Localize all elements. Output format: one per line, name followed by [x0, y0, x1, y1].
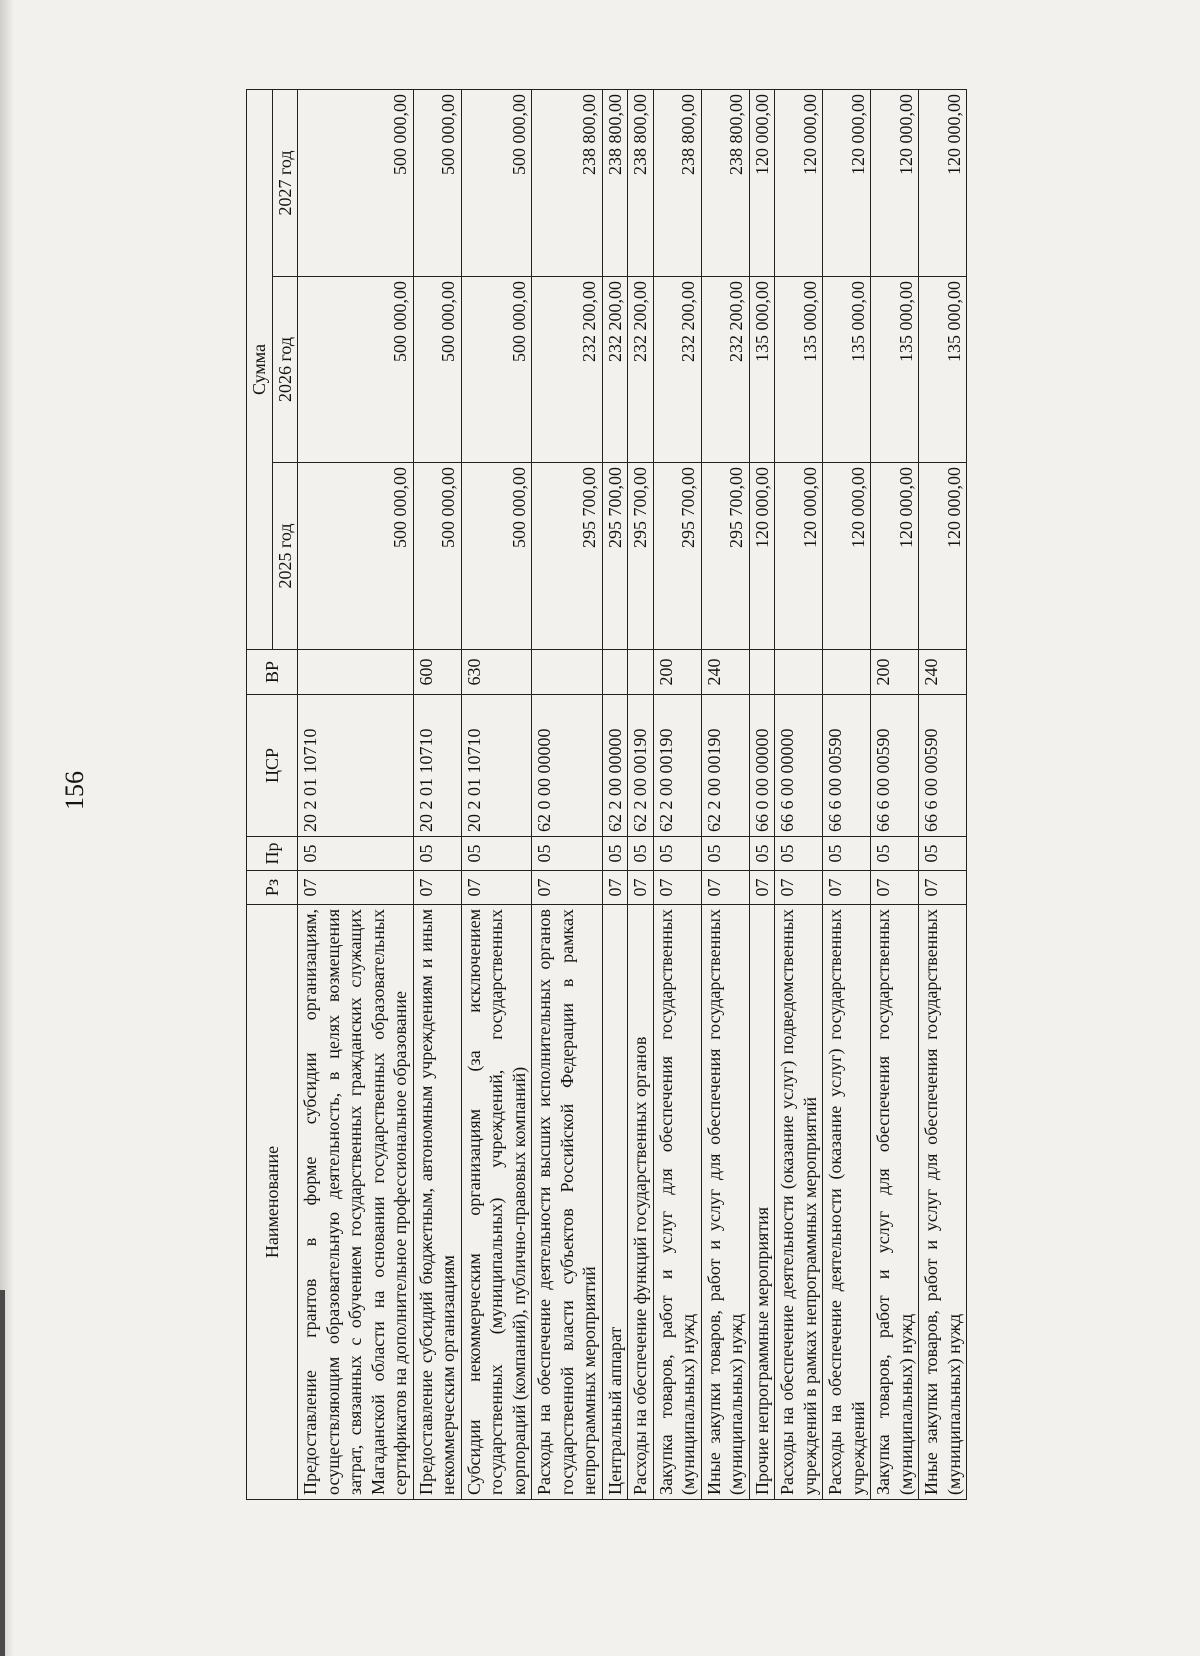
- row-amount-2025: 500 000,00: [461, 463, 532, 650]
- row-rz: 07: [871, 871, 919, 905]
- row-name: Расходы на обеспечение функций государственных органов: [628, 905, 654, 1500]
- row-rz: 07: [461, 871, 532, 905]
- row-pr: 05: [532, 837, 603, 871]
- row-amount-2027: 238 800,00: [701, 89, 749, 276]
- row-amount-2026: 500 000,00: [461, 277, 532, 463]
- header-2025: 2025 год: [272, 463, 298, 650]
- row-pr: 05: [701, 837, 749, 871]
- row-amount-2025: 120 000,00: [749, 463, 775, 650]
- row-rz: 07: [628, 871, 654, 905]
- row-amount-2026: 500 000,00: [413, 277, 461, 463]
- row-amount-2027: 120 000,00: [749, 89, 775, 276]
- row-amount-2025: 295 700,00: [602, 463, 628, 650]
- header-2026: 2026 год: [272, 277, 298, 463]
- row-amount-2026: 135 000,00: [871, 277, 919, 463]
- row-amount-2026: 232 200,00: [701, 277, 749, 463]
- row-csr: 66 6 00 00590: [919, 695, 967, 837]
- row-rz: 07: [919, 871, 967, 905]
- row-csr: 20 2 01 10710: [413, 695, 461, 837]
- table-row: [298, 89, 414, 1499]
- row-amount-2027: 120 000,00: [919, 89, 967, 276]
- header-row-1: [247, 89, 273, 1499]
- row-pr: 05: [871, 837, 919, 871]
- row-amount-2025: 120 000,00: [871, 463, 919, 650]
- row-vr: [749, 650, 775, 695]
- header-name: Наименование: [247, 905, 298, 1500]
- row-name: Предоставление субсидий бюджетным, автономным учреждениям и иным некоммерческим организациям: [413, 905, 461, 1500]
- table-row: [653, 89, 701, 1499]
- row-amount-2025: 500 000,00: [298, 463, 414, 650]
- row-name: Предоставление грантов в форме субсидии организациям, осуществляющим образовательную деятельность, в целях возмещения затрат, связанных с обучением государственных гражданских служащих Магаданской области на основании государственных образовательных сертификатов на дополнительное профессиональное образование: [298, 905, 414, 1500]
- row-csr: 66 6 00 00000: [775, 695, 823, 837]
- header-rz: Рз: [247, 871, 298, 905]
- row-amount-2027: 120 000,00: [823, 89, 871, 276]
- header-sum: Сумма: [247, 89, 273, 649]
- row-amount-2026: 232 200,00: [628, 277, 654, 463]
- row-rz: 07: [823, 871, 871, 905]
- row-amount-2027: 238 800,00: [602, 89, 628, 276]
- row-amount-2027: 500 000,00: [298, 89, 414, 276]
- row-amount-2026: 500 000,00: [298, 277, 414, 463]
- row-pr: 05: [919, 837, 967, 871]
- row-csr: 62 2 00 00000: [602, 695, 628, 837]
- row-vr: [775, 650, 823, 695]
- row-vr: 200: [653, 650, 701, 695]
- row-amount-2025: 120 000,00: [919, 463, 967, 650]
- row-vr: [532, 650, 603, 695]
- row-csr: 62 2 00 00190: [628, 695, 654, 837]
- row-pr: 05: [602, 837, 628, 871]
- row-name: Закупка товаров, работ и услуг для обеспечения государственных (муниципальных) нужд: [653, 905, 701, 1500]
- row-pr: 05: [628, 837, 654, 871]
- row-rz: 07: [653, 871, 701, 905]
- row-vr: 240: [701, 650, 749, 695]
- row-amount-2027: 238 800,00: [628, 89, 654, 276]
- row-pr: 05: [775, 837, 823, 871]
- table-row: [602, 89, 628, 1499]
- table-row: [823, 89, 871, 1499]
- row-amount-2026: 135 000,00: [749, 277, 775, 463]
- row-rz: 07: [775, 871, 823, 905]
- binding-edge: [0, 1290, 5, 1656]
- row-rz: 07: [749, 871, 775, 905]
- row-rz: 07: [298, 871, 414, 905]
- table-row: [461, 89, 532, 1499]
- row-pr: 05: [413, 837, 461, 871]
- row-name: Иные закупки товаров, работ и услуг для обеспечения государственных (муниципальных) нужд: [919, 905, 967, 1500]
- row-pr: 05: [749, 837, 775, 871]
- row-amount-2026: 135 000,00: [823, 277, 871, 463]
- row-pr: 05: [461, 837, 532, 871]
- row-amount-2026: 232 200,00: [602, 277, 628, 463]
- header-2027: 2027 год: [272, 89, 298, 276]
- row-amount-2027: 500 000,00: [461, 89, 532, 276]
- row-vr: 240: [919, 650, 967, 695]
- row-csr: 66 6 00 00590: [871, 695, 919, 837]
- budget-table-sheet: [246, 90, 1106, 1500]
- row-amount-2025: 120 000,00: [823, 463, 871, 650]
- row-pr: 05: [823, 837, 871, 871]
- row-csr: 20 2 01 10710: [461, 695, 532, 837]
- row-amount-2026: 135 000,00: [775, 277, 823, 463]
- row-amount-2025: 295 700,00: [653, 463, 701, 650]
- table-row: [532, 89, 603, 1499]
- row-csr: 62 2 00 00190: [701, 695, 749, 837]
- row-amount-2027: 238 800,00: [532, 89, 603, 276]
- row-rz: 07: [413, 871, 461, 905]
- table-row: [749, 89, 775, 1499]
- row-amount-2026: 135 000,00: [919, 277, 967, 463]
- row-pr: 05: [653, 837, 701, 871]
- page-number: 156: [60, 771, 89, 810]
- row-vr: [298, 650, 414, 695]
- row-amount-2025: 120 000,00: [775, 463, 823, 650]
- row-csr: 20 2 01 10710: [298, 695, 414, 837]
- row-vr: 630: [461, 650, 532, 695]
- row-name: Расходы на обеспечение деятельности (оказание услуг) государственных учреждений: [823, 905, 871, 1500]
- row-name: Центральный аппарат: [602, 905, 628, 1500]
- row-csr: 62 2 00 00190: [653, 695, 701, 837]
- row-name: Субсидии некоммерческим организациям (за исключением государственных (муниципальных) учреждений, государственных корпораций (компаний), публично-правовых компаний): [461, 905, 532, 1500]
- table-row: [413, 89, 461, 1499]
- row-amount-2025: 500 000,00: [413, 463, 461, 650]
- row-name: Расходы на обеспечение деятельности высших исполнительных органов государственной власти субъектов Российской Федерации в рамках непрограммных мероприятий: [532, 905, 603, 1500]
- row-amount-2026: 232 200,00: [653, 277, 701, 463]
- header-csr: ЦСР: [247, 695, 298, 837]
- row-vr: 200: [871, 650, 919, 695]
- table-row: [775, 89, 823, 1499]
- row-amount-2027: 120 000,00: [871, 89, 919, 276]
- row-vr: [823, 650, 871, 695]
- row-name: Закупка товаров, работ и услуг для обеспечения государственных (муниципальных) нужд: [871, 905, 919, 1500]
- row-amount-2025: 295 700,00: [532, 463, 603, 650]
- row-amount-2027: 500 000,00: [413, 89, 461, 276]
- row-vr: [628, 650, 654, 695]
- table-row: [919, 89, 967, 1499]
- header-pr: Пр: [247, 837, 298, 871]
- header-vr: ВР: [247, 650, 298, 695]
- row-amount-2025: 295 700,00: [628, 463, 654, 650]
- row-amount-2027: 238 800,00: [653, 89, 701, 276]
- row-rz: 07: [602, 871, 628, 905]
- row-name: Прочие непрограммные мероприятия: [749, 905, 775, 1500]
- table-row: [628, 89, 654, 1499]
- row-csr: 66 0 00 00000: [749, 695, 775, 837]
- table-row: [701, 89, 749, 1499]
- row-csr: 66 6 00 00590: [823, 695, 871, 837]
- row-csr: 62 0 00 00000: [532, 695, 603, 837]
- row-vr: [602, 650, 628, 695]
- budget-table-body: [298, 89, 967, 1499]
- row-name: Расходы на обеспечение деятельности (оказание услуг) подведомственных учреждений в рамках непрограммных мероприятий: [775, 905, 823, 1500]
- row-pr: 05: [298, 837, 414, 871]
- row-amount-2025: 295 700,00: [701, 463, 749, 650]
- row-name: Иные закупки товаров, работ и услуг для обеспечения государственных (муниципальных) нужд: [701, 905, 749, 1500]
- row-amount-2027: 120 000,00: [775, 89, 823, 276]
- row-rz: 07: [701, 871, 749, 905]
- row-rz: 07: [532, 871, 603, 905]
- row-amount-2026: 232 200,00: [532, 277, 603, 463]
- row-vr: 600: [413, 650, 461, 695]
- budget-table: [246, 89, 967, 1500]
- table-row: [871, 89, 919, 1499]
